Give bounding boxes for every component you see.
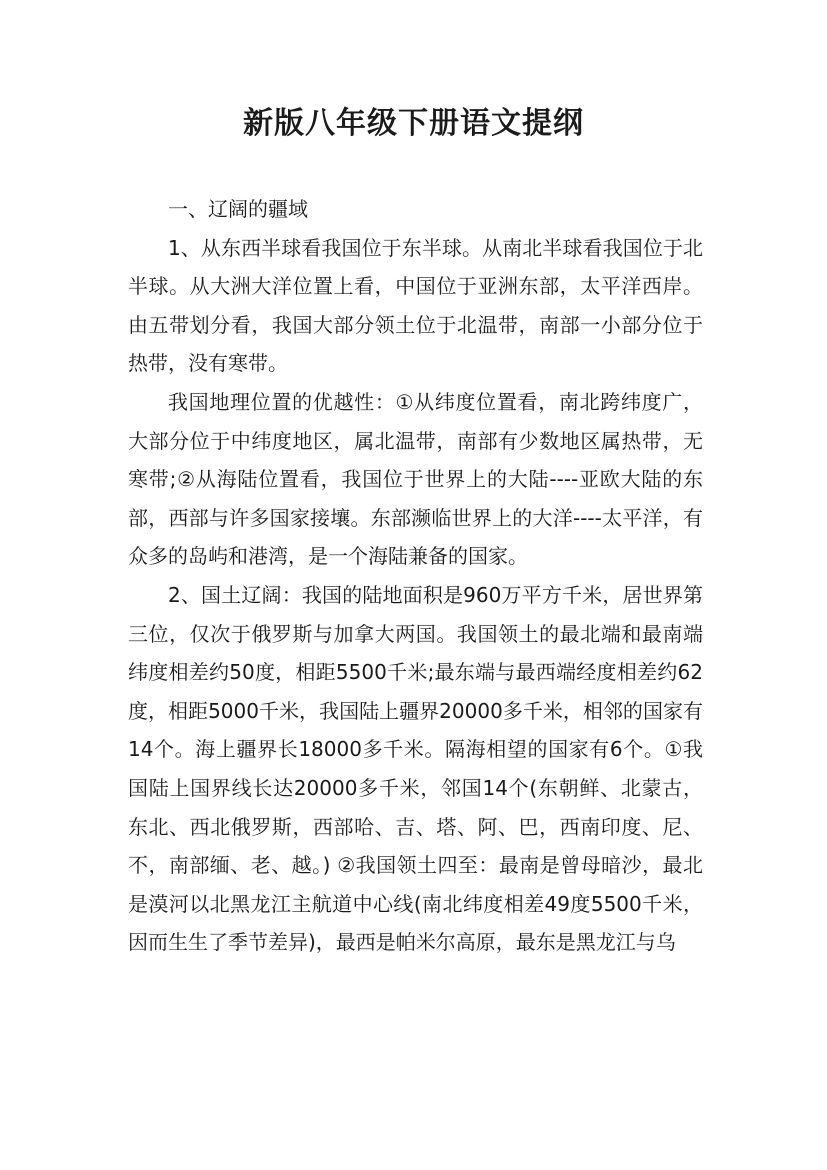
paragraph: 我国地理位置的优越性：①从纬度位置看，南北跨纬度广，大部分位于中纬度地区，属北温带，南部有少数地区属热带，无寒带;②从海陆位置看，我国位于世界上的大陆----亚欧大陆的东部，西部与许多国家接壤。东部濒临世界上的大洋----太平洋，有众多的岛屿和港湾，是一个海陆兼备的国家。	[128, 389, 703, 569]
section-heading: 一、辽阔的疆域	[168, 197, 308, 221]
document-title: 新版八年级下册语文提纲	[243, 106, 584, 141]
document-body	[128, 190, 703, 962]
paragraph: 1、从东西半球看我国位于东半球。从南北半球看我国位于北半球。从大洲大洋位置上看，中国位于亚洲东部，太平洋西岸。由五带划分看，我国大部分领土位于北温带，南部一小部分位于热带，没有寒带。	[128, 235, 703, 376]
paragraph: 2、国土辽阔：我国的陆地面积是960万平方千米，居世界第三位，仅次于俄罗斯与加拿大两国。我国领土的最北端和最南端纬度相差约50度，相距5500千米;最东端与最西端经度相差约62度，相距5000千米，我国陆上疆界20000多千米，相邻的国家有14个。海上疆界长18000多千米。隔海相望的国家有6个。①我国陆上国界线长达20000多千米，邻国14个(东朝鲜、北蒙古，东北、西北俄罗斯，西部哈、吉、塔、阿、巴，西南印度、尼、不，南部缅、老、越。) ②我国领土四至：最南是曾母暗沙，最北是漠河以北黑龙江主航道中心线(南北纬度相差49度5500千米，因而生生了季节差异)，最西是帕米尔高原，最东是黑龙江与乌	[128, 582, 703, 955]
